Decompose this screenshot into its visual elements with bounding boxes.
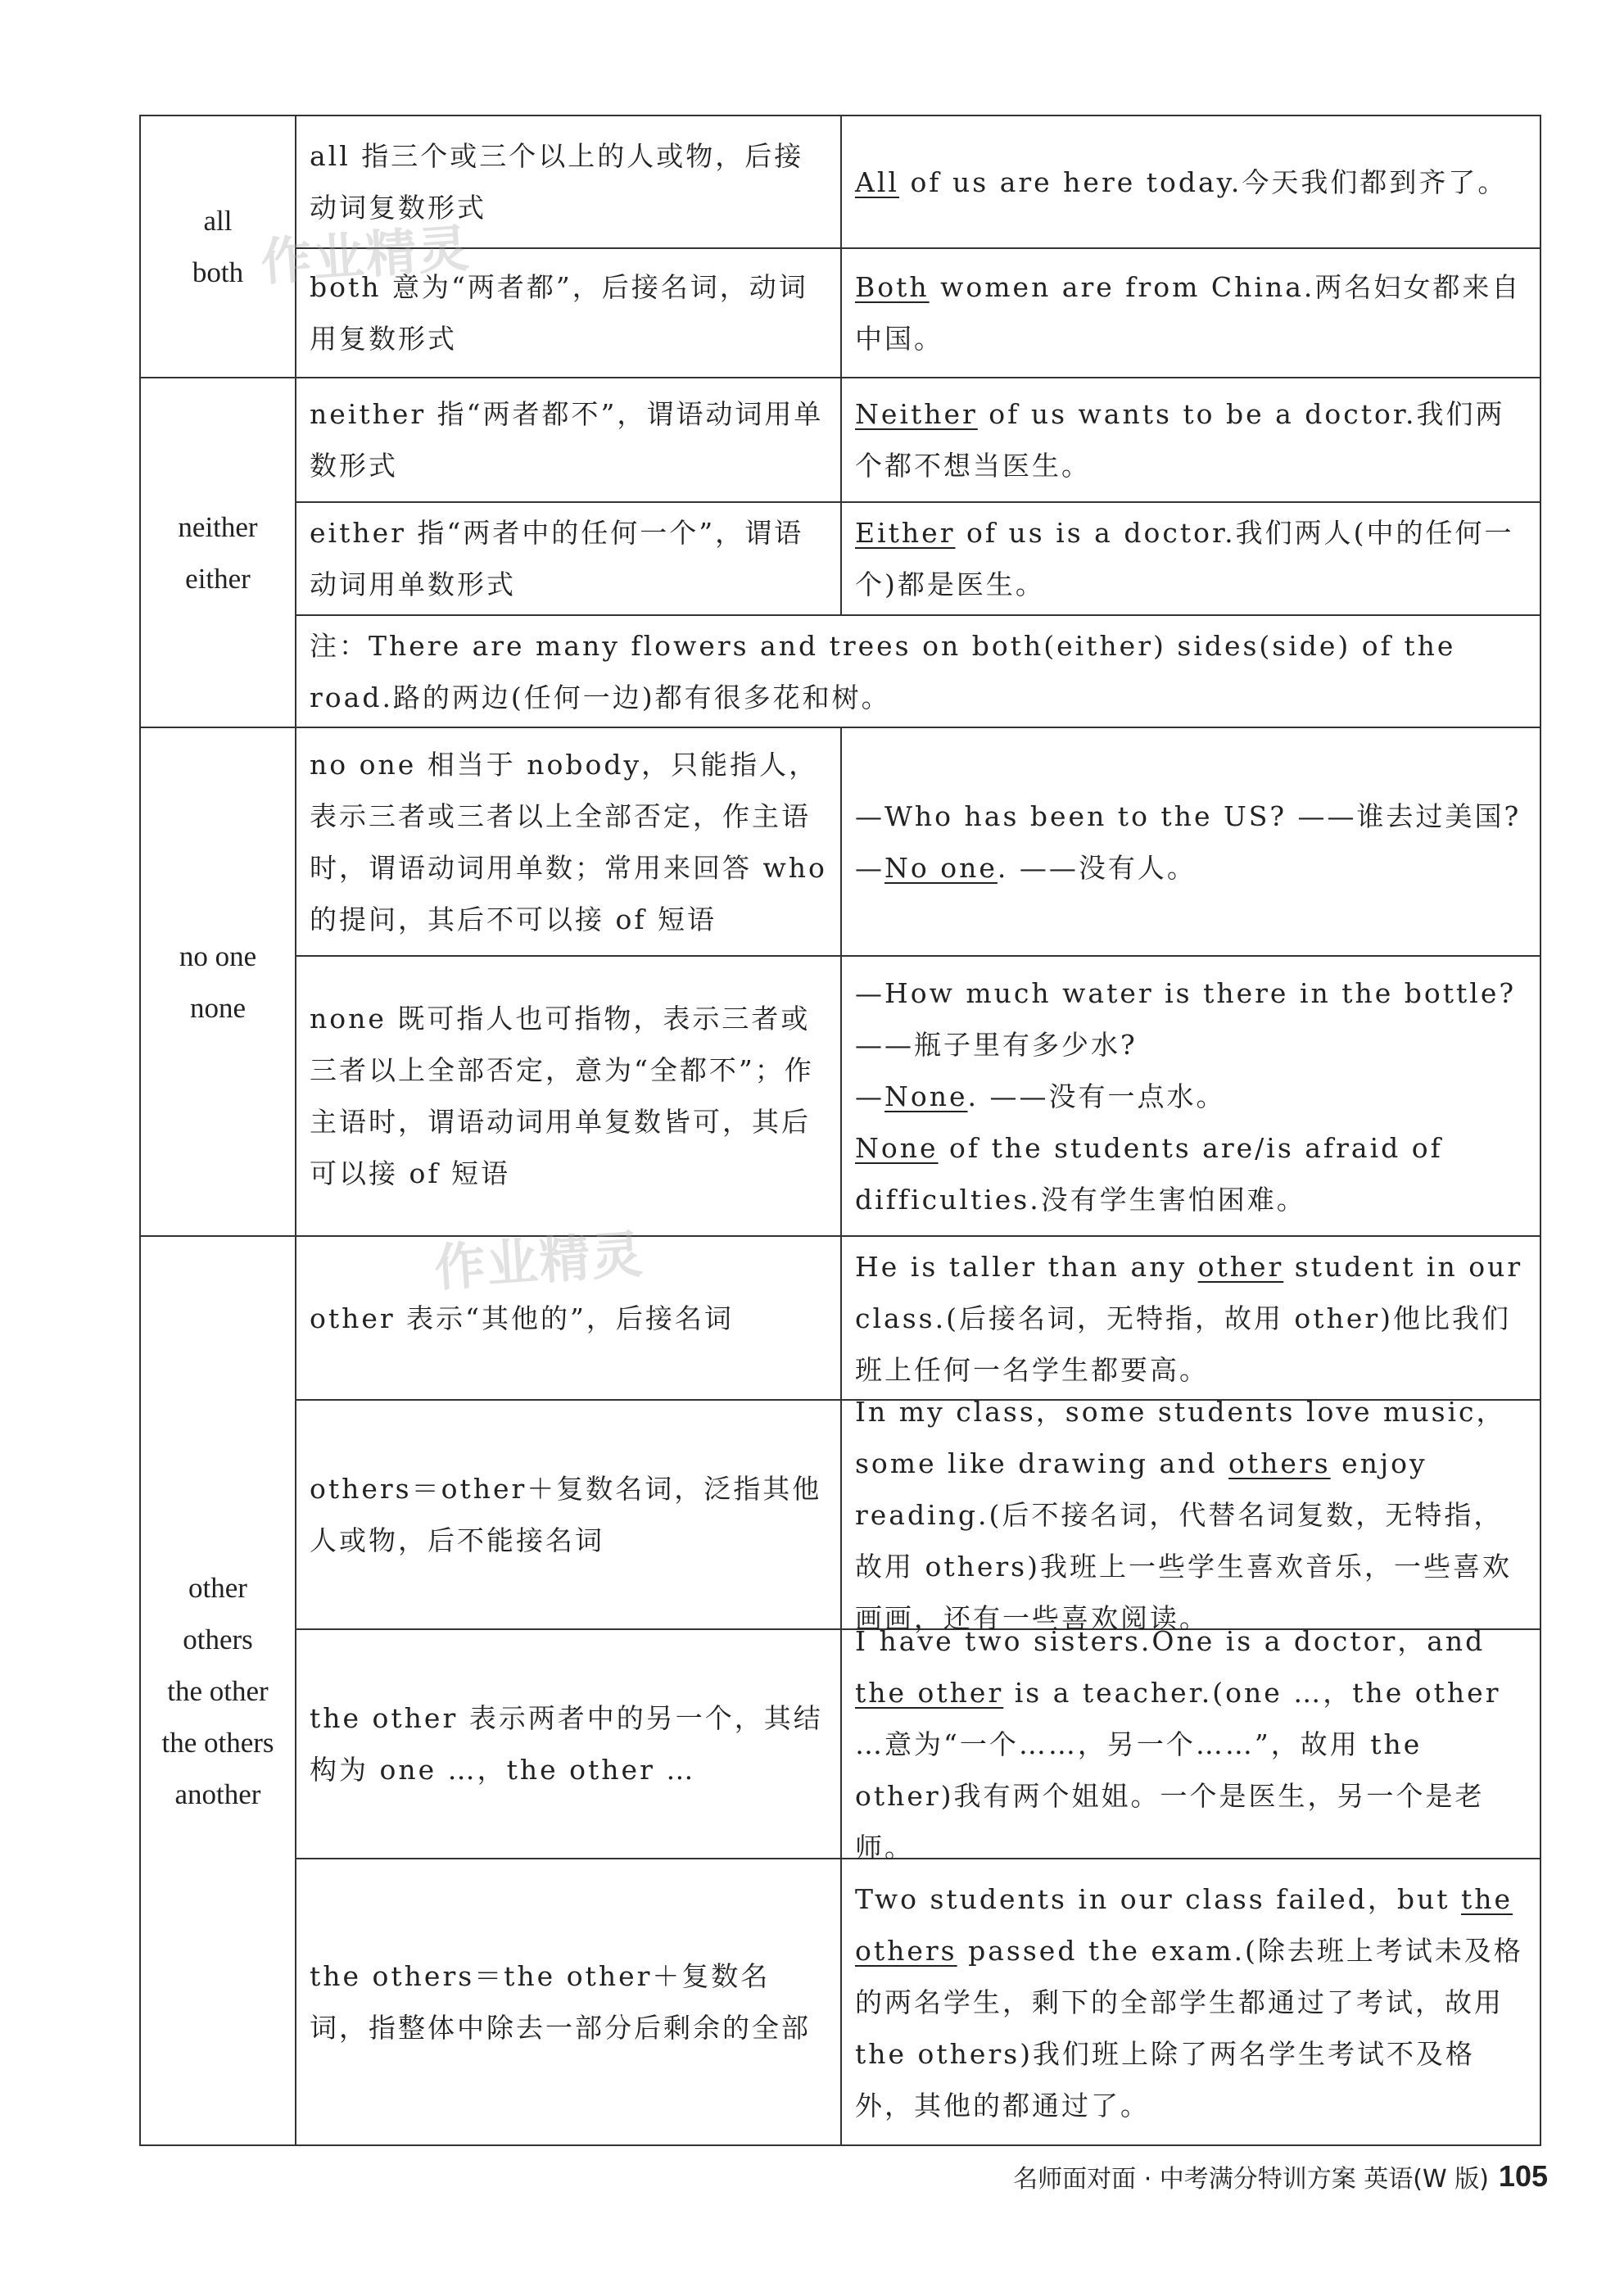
keyword-all: All <box>855 165 899 198</box>
watermark: 作业精灵 <box>432 1224 646 1298</box>
example-neither: Neither of us wants to be a doctor.我们两个都不想当医生。 <box>855 398 1505 482</box>
keyword-no-one: No one <box>884 851 998 884</box>
word-neither-either: neither either <box>178 510 258 595</box>
keyword-neither: Neither <box>855 398 978 430</box>
desc-none: none 既可指人也可指物，表示三者或三者以上全部否定，意为“全都不”；作主语时，谓语动词用单复数皆可，其后可以接 of 短语 <box>310 1003 814 1189</box>
word-all-both: all both <box>192 205 244 288</box>
desc-no-one: no one 相当于 nobody，只能指人，表示三者或三者以上全部否定，作主语时，谓语动词用单数；常用来回答 who 的提问，其后不可以接 of 短语 <box>310 748 827 935</box>
example-all: All of us are here today.今天我们都到齐了。 <box>855 165 1508 198</box>
desc-all: all 指三个或三个以上的人或物，后接动词复数形式 <box>310 140 804 224</box>
example-other: He is taller than any other student in our class.(后接名词，无特指，故用 other)他比我们班上任何一名学生都要高。 <box>855 1250 1523 1386</box>
keyword-both: Both <box>855 271 930 303</box>
keyword-the-others: the others <box>855 1882 1513 1967</box>
watermark: 作业精灵 <box>259 218 473 292</box>
desc-both: both 意为“两者都”，后接名词，动词用复数形式 <box>310 271 808 355</box>
page-footer <box>1013 2157 1548 2196</box>
example-both: Both women are from China.两名妇女都来自中国。 <box>855 271 1522 355</box>
word-other-group: other others the other the others another <box>161 1571 274 1810</box>
keyword-none-2: None <box>855 1131 939 1164</box>
keyword-none: None <box>884 1080 968 1112</box>
example-the-other: I have two sisters.One is a doctor，and the other is a teacher.(one …，the other …意为“一个……，另一个……”，故用 the other)我有两个姐姐。一个是医生，另一个是老师。 <box>855 1624 1501 1864</box>
desc-either: either 指“两者中的任何一个”，谓语动词用单数形式 <box>310 517 804 600</box>
desc-neither: neither 指“两者都不”，谓语动词用单数形式 <box>310 398 824 482</box>
desc-other: other 表示“其他的”，后接名词 <box>310 1302 734 1334</box>
desc-others: others＝other＋复数名词，泛指其他人或物，后不能接名词 <box>310 1473 822 1556</box>
keyword-others: others <box>1228 1447 1331 1479</box>
example-others: In my class，some students love music，some like drawing and others enjoy reading.(后不接名词，代替名词复数，无特指，故用 others)我班上一些学生喜欢音乐，一些喜欢画画，还有一些喜欢阅读。 <box>855 1395 1512 1634</box>
example-no-one: —Who has been to the US? ——谁去过美国? —No one. ——没有人。 <box>855 799 1522 884</box>
keyword-other: other <box>1197 1250 1284 1283</box>
keyword-either: Either <box>855 517 956 549</box>
grammar-table <box>139 115 1541 2146</box>
word-noone-none: no one none <box>179 940 257 1024</box>
example-the-others: Two students in our class failed，but the others passed the exam.(除去班上考试未及格的两名学生，剩下的全部学生都通过了考试，故用 the others)我们班上除了两名学生考试不及格外，其他的都通过了。 <box>855 1882 1523 2122</box>
desc-the-other: the other 表示两者中的另一个，其结构为 one …，the other … <box>310 1702 823 1786</box>
example-none: —How much water is there in the bottle? ——瓶子里有多少水? —None. ——没有一点水。 None of the students are/is afraid of difficulties.没有学生害怕困难。 <box>855 976 1517 1216</box>
footer-title: 名师面对面 · 中考满分特训方案 英语(W 版) <box>1013 2165 1489 2194</box>
page-number: 105 <box>1498 2159 1548 2193</box>
example-either: Either of us is a doctor.我们两人(中的任何一个)都是医生。 <box>855 517 1514 600</box>
keyword-the-other: the other <box>855 1676 1004 1709</box>
desc-the-others: the others＝the other＋复数名词，指整体中除去一部分后剩余的全部 <box>310 1960 811 2044</box>
note-neither-either: 注：There are many flowers and trees on both(either) sides(side) of the road.路的两边(任何一边)都有很多花和树。 <box>310 629 1456 713</box>
